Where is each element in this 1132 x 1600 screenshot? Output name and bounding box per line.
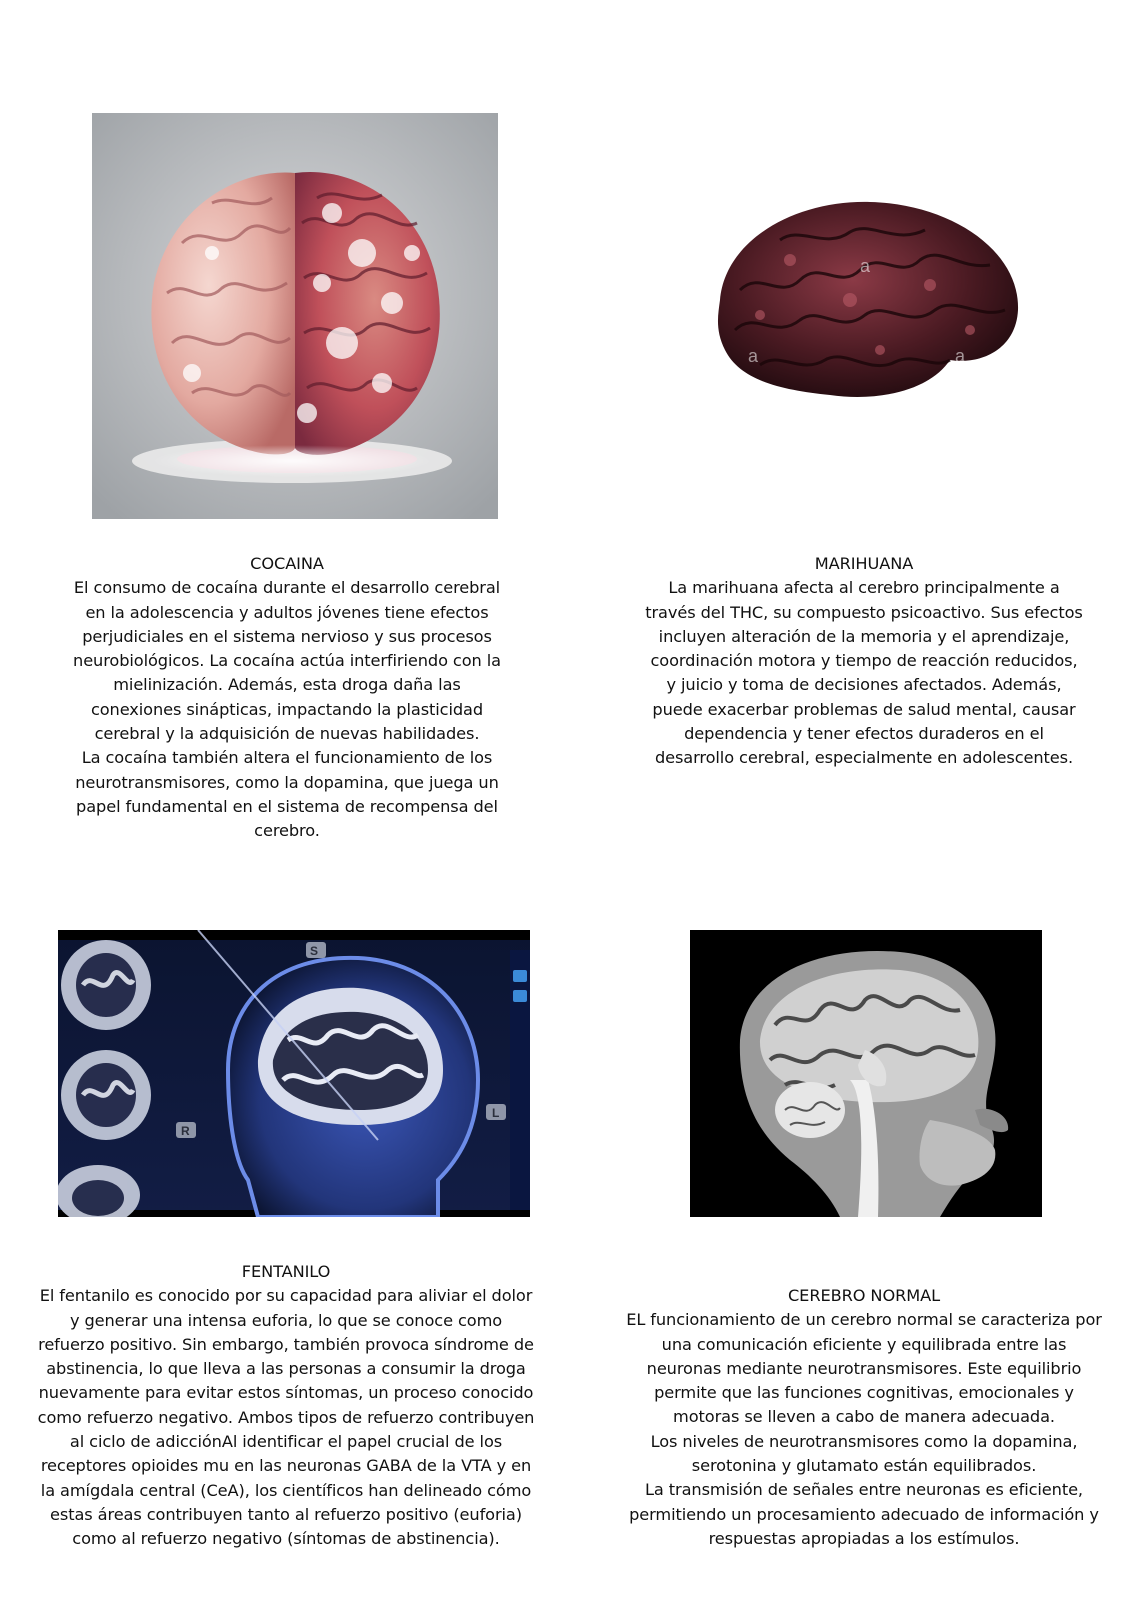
fentanilo-title: FENTANILO bbox=[241, 1262, 331, 1281]
marker-l: L bbox=[492, 1106, 500, 1120]
normal-brain-title: CEREBRO NORMAL bbox=[787, 1286, 940, 1305]
normal-brain-paragraph-3: La transmisión de señales entre neuronas es eficiente, permitiendo un procesamiento adecuado de información y respuestas apropiadas a los estímulos. bbox=[629, 1480, 1099, 1548]
fentanilo-section bbox=[36, 1260, 536, 1552]
watermark-a-3: a bbox=[955, 346, 966, 366]
normal-brain-section bbox=[622, 1284, 1106, 1551]
fentanilo-scan-image bbox=[58, 930, 530, 1217]
marker-r: R bbox=[181, 1124, 190, 1138]
marker-s: S bbox=[310, 944, 319, 958]
marihuana-brain-image bbox=[700, 190, 1040, 410]
cocaina-section bbox=[70, 552, 504, 844]
marihuana-paragraph-1: La marihuana afecta al cerebro principalmente a través del THC, su compuesto psicoactivo. Sus efectos incluyen alteración de la memoria y el aprendizaje, coordinación motora y tiempo de reacción reducidos, y juicio y toma de decisiones afectados. Además, puede exacerbar problemas de salud mental, causar dependencia y tener efectos duraderos en el desarrollo cerebral, especialmente en adolescentes. bbox=[645, 578, 1083, 768]
normal-brain-mri-image bbox=[690, 930, 1042, 1217]
cocaina-title: COCAINA bbox=[250, 554, 324, 573]
fentanilo-paragraph-1: El fentanilo es conocido por su capacidad para aliviar el dolor y generar una intensa euforia, lo que se conoce como refuerzo positivo. Sin embargo, también provoca síndrome de abstinencia, lo que lleva a las personas a consumir la droga nuevamente para evitar estos síntomas, un proceso conocido como refuerzo negativo. Ambos tipos de refuerzo contribuyen al ciclo de adicciónAl identificar el papel crucial de los receptores opioides mu en las neuronas GABA de la VTA y en la amígdala central (CeA), los científicos han delineado cómo estas áreas contribuyen tanto al refuerzo positivo (euforia) como al refuerzo negativo (síntomas de abstinencia). bbox=[37, 1286, 535, 1549]
marihuana-brain-illustration bbox=[700, 190, 1040, 410]
cocaine-brain-image bbox=[92, 113, 498, 519]
cocaina-paragraph-1: El consumo de cocaína durante el desarrollo cerebral en la adolescencia y adultos jóvenes tiene efectos perjudiciales en el sistema nervioso y sus procesos neurobiológicos. La cocaína actúa interfiriendo con la mielinización. Además, esta droga daña las conexiones sinápticas, impactando la plasticidad cerebral y la adquisición de nuevas habilidades. bbox=[73, 578, 501, 744]
normal-brain-paragraph-1: EL funcionamiento de un cerebro normal se caracteriza por una comunicación eficiente y equilibrada entre las neuronas mediante neurotransmisores. Este equilibrio permite que las funciones cognitivas, emocionales y motoras se lleven a cabo de manera adecuada. bbox=[626, 1310, 1102, 1427]
marihuana-title: MARIHUANA bbox=[814, 554, 914, 573]
cocaina-paragraph-2: La cocaína también altera el funcionamiento de los neurotransmisores, como la dopamina, que juega un papel fundamental en el sistema de recompensa del cerebro. bbox=[75, 748, 499, 841]
watermark-a-2: a bbox=[748, 346, 759, 366]
normal-brain-paragraph-2: Los niveles de neurotransmisores como la dopamina, serotonina y glutamato están equilibrados. bbox=[650, 1431, 1078, 1476]
cocaine-brain-illustration bbox=[92, 113, 498, 519]
marihuana-section bbox=[644, 552, 1084, 771]
normal-brain-mri-illustration bbox=[690, 930, 1042, 1217]
fentanilo-scan-illustration bbox=[58, 930, 530, 1217]
watermark-a-1: a bbox=[860, 256, 871, 276]
